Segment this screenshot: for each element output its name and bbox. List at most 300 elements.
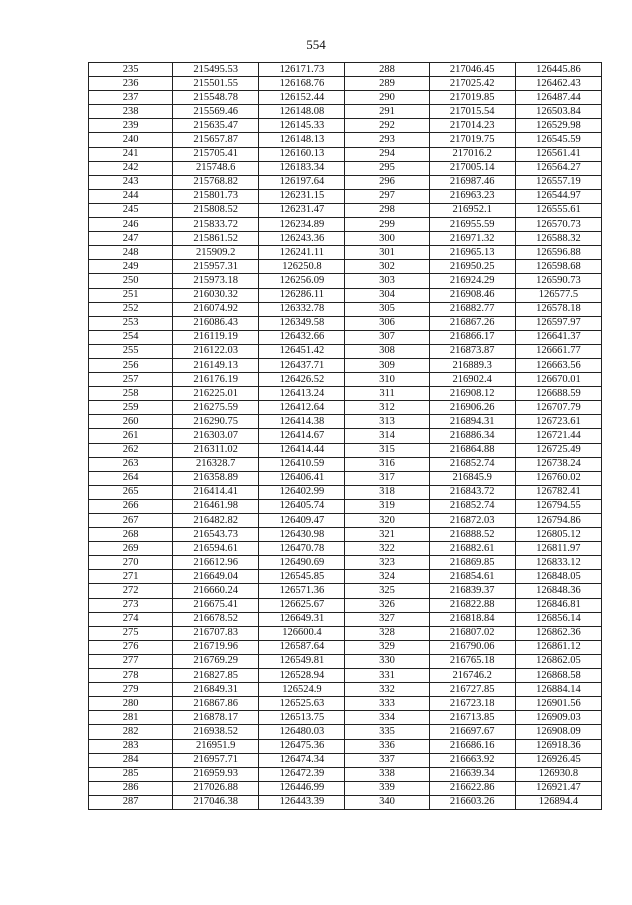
y-coordinate-cell: 126918.36 [515, 739, 601, 753]
point-number-cell: 283 [89, 739, 173, 753]
table-row [89, 175, 602, 189]
y-coordinate-cell: 126868.58 [515, 669, 601, 683]
x-coordinate-cell: 216845.9 [429, 471, 515, 485]
point-number-cell: 318 [345, 485, 429, 499]
y-coordinate-cell: 126525.63 [259, 697, 345, 711]
point-number-cell: 298 [345, 203, 429, 217]
x-coordinate-cell: 216965.13 [429, 246, 515, 260]
x-coordinate-cell: 216959.93 [173, 767, 259, 781]
point-number-cell: 316 [345, 457, 429, 471]
y-coordinate-cell: 126148.08 [259, 105, 345, 119]
y-coordinate-cell: 126884.14 [515, 683, 601, 697]
point-number-cell: 338 [345, 767, 429, 781]
point-number-cell: 326 [345, 598, 429, 612]
y-coordinate-cell: 126862.05 [515, 654, 601, 668]
y-coordinate-cell: 126557.19 [515, 175, 601, 189]
y-coordinate-cell: 126738.24 [515, 457, 601, 471]
point-number-cell: 262 [89, 443, 173, 457]
point-number-cell: 271 [89, 570, 173, 584]
coordinates-table [88, 62, 602, 810]
y-coordinate-cell: 126930.8 [515, 767, 601, 781]
x-coordinate-cell: 216482.82 [173, 514, 259, 528]
point-number-cell: 248 [89, 246, 173, 260]
point-number-cell: 304 [345, 288, 429, 302]
y-coordinate-cell: 126145.33 [259, 119, 345, 133]
page-number: 554 [306, 37, 326, 52]
table-row [89, 514, 602, 528]
y-coordinate-cell: 126600.4 [259, 626, 345, 640]
y-coordinate-cell: 126412.64 [259, 401, 345, 415]
point-number-cell: 311 [345, 387, 429, 401]
table-row [89, 288, 602, 302]
y-coordinate-cell: 126725.49 [515, 443, 601, 457]
point-number-cell: 332 [345, 683, 429, 697]
point-number-cell: 339 [345, 781, 429, 795]
y-coordinate-cell: 126286.11 [259, 288, 345, 302]
y-coordinate-cell: 126625.67 [259, 598, 345, 612]
table-row [89, 669, 602, 683]
point-number-cell: 276 [89, 640, 173, 654]
x-coordinate-cell: 216889.3 [429, 358, 515, 372]
x-coordinate-cell: 215909.2 [173, 246, 259, 260]
table-row [89, 189, 602, 203]
x-coordinate-cell: 216713.85 [429, 711, 515, 725]
point-number-cell: 270 [89, 556, 173, 570]
y-coordinate-cell: 126549.81 [259, 654, 345, 668]
x-coordinate-cell: 217016.2 [429, 147, 515, 161]
x-coordinate-cell: 215801.73 [173, 189, 259, 203]
y-coordinate-cell: 126782.41 [515, 485, 601, 499]
point-number-cell: 328 [345, 626, 429, 640]
point-number-cell: 287 [89, 795, 173, 809]
point-number-cell: 255 [89, 344, 173, 358]
x-coordinate-cell: 216873.87 [429, 344, 515, 358]
point-number-cell: 235 [89, 63, 173, 77]
point-number-cell: 320 [345, 514, 429, 528]
point-number-cell: 294 [345, 147, 429, 161]
point-number-cell: 310 [345, 373, 429, 387]
x-coordinate-cell: 216908.12 [429, 387, 515, 401]
table-row [89, 302, 602, 316]
table-row [89, 429, 602, 443]
table-row [89, 795, 602, 809]
y-coordinate-cell: 126571.36 [259, 584, 345, 598]
table-row [89, 711, 602, 725]
point-number-cell: 266 [89, 499, 173, 513]
point-number-cell: 241 [89, 147, 173, 161]
x-coordinate-cell: 216854.61 [429, 570, 515, 584]
point-number-cell: 300 [345, 232, 429, 246]
y-coordinate-cell: 126909.03 [515, 711, 601, 725]
y-coordinate-cell: 126437.71 [259, 358, 345, 372]
y-coordinate-cell: 126490.69 [259, 556, 345, 570]
x-coordinate-cell: 216030.32 [173, 288, 259, 302]
x-coordinate-cell: 216414.41 [173, 485, 259, 499]
y-coordinate-cell: 126570.73 [515, 218, 601, 232]
x-coordinate-cell: 216290.75 [173, 415, 259, 429]
point-number-cell: 299 [345, 218, 429, 232]
x-coordinate-cell: 216839.37 [429, 584, 515, 598]
x-coordinate-cell: 215957.31 [173, 260, 259, 274]
x-coordinate-cell: 216906.26 [429, 401, 515, 415]
point-number-cell: 240 [89, 133, 173, 147]
y-coordinate-cell: 126241.11 [259, 246, 345, 260]
point-number-cell: 264 [89, 471, 173, 485]
point-number-cell: 330 [345, 654, 429, 668]
y-coordinate-cell: 126649.31 [259, 612, 345, 626]
y-coordinate-cell: 126480.03 [259, 725, 345, 739]
y-coordinate-cell: 126926.45 [515, 753, 601, 767]
y-coordinate-cell: 126231.47 [259, 203, 345, 217]
table-row [89, 218, 602, 232]
x-coordinate-cell: 216225.01 [173, 387, 259, 401]
y-coordinate-cell: 126160.13 [259, 147, 345, 161]
y-coordinate-cell: 126529.98 [515, 119, 601, 133]
x-coordinate-cell: 216176.19 [173, 373, 259, 387]
y-coordinate-cell: 126487.44 [515, 91, 601, 105]
x-coordinate-cell: 216894.31 [429, 415, 515, 429]
y-coordinate-cell: 126597.97 [515, 316, 601, 330]
x-coordinate-cell: 217046.38 [173, 795, 259, 809]
table-row [89, 697, 602, 711]
x-coordinate-cell: 215501.55 [173, 77, 259, 91]
point-number-cell: 292 [345, 119, 429, 133]
point-number-cell: 265 [89, 485, 173, 499]
y-coordinate-cell: 126577.5 [515, 288, 601, 302]
y-coordinate-cell: 126243.36 [259, 232, 345, 246]
y-coordinate-cell: 126794.86 [515, 514, 601, 528]
y-coordinate-cell: 126663.56 [515, 358, 601, 372]
x-coordinate-cell: 216303.07 [173, 429, 259, 443]
point-number-cell: 305 [345, 302, 429, 316]
y-coordinate-cell: 126528.94 [259, 669, 345, 683]
x-coordinate-cell: 217014.23 [429, 119, 515, 133]
x-coordinate-cell: 217025.42 [429, 77, 515, 91]
y-coordinate-cell: 126908.09 [515, 725, 601, 739]
x-coordinate-cell: 216086.43 [173, 316, 259, 330]
y-coordinate-cell: 126445.86 [515, 63, 601, 77]
point-number-cell: 317 [345, 471, 429, 485]
table-row [89, 147, 602, 161]
x-coordinate-cell: 215705.41 [173, 147, 259, 161]
y-coordinate-cell: 126503.84 [515, 105, 601, 119]
y-coordinate-cell: 126846.81 [515, 598, 601, 612]
x-coordinate-cell: 215548.78 [173, 91, 259, 105]
y-coordinate-cell: 126168.76 [259, 77, 345, 91]
table-row [89, 556, 602, 570]
y-coordinate-cell: 126596.88 [515, 246, 601, 260]
y-coordinate-cell: 126470.78 [259, 542, 345, 556]
table-row [89, 683, 602, 697]
point-number-cell: 249 [89, 260, 173, 274]
x-coordinate-cell: 215861.52 [173, 232, 259, 246]
point-number-cell: 280 [89, 697, 173, 711]
y-coordinate-cell: 126234.89 [259, 218, 345, 232]
point-number-cell: 272 [89, 584, 173, 598]
x-coordinate-cell: 216924.29 [429, 274, 515, 288]
point-number-cell: 278 [89, 669, 173, 683]
y-coordinate-cell: 126426.52 [259, 373, 345, 387]
point-number-cell: 258 [89, 387, 173, 401]
y-coordinate-cell: 126811.97 [515, 542, 601, 556]
table-row [89, 77, 602, 91]
y-coordinate-cell: 126413.24 [259, 387, 345, 401]
table-row [89, 767, 602, 781]
table-row [89, 781, 602, 795]
x-coordinate-cell: 216622.86 [429, 781, 515, 795]
x-coordinate-cell: 216707.83 [173, 626, 259, 640]
point-number-cell: 306 [345, 316, 429, 330]
x-coordinate-cell: 216888.52 [429, 528, 515, 542]
point-number-cell: 244 [89, 189, 173, 203]
y-coordinate-cell: 126231.15 [259, 189, 345, 203]
y-coordinate-cell: 126598.68 [515, 260, 601, 274]
table-row [89, 358, 602, 372]
point-number-cell: 263 [89, 457, 173, 471]
point-number-cell: 319 [345, 499, 429, 513]
y-coordinate-cell: 126332.78 [259, 302, 345, 316]
table-row [89, 330, 602, 344]
table-row [89, 415, 602, 429]
point-number-cell: 239 [89, 119, 173, 133]
x-coordinate-cell: 216746.2 [429, 669, 515, 683]
y-coordinate-cell: 126256.09 [259, 274, 345, 288]
table-row [89, 739, 602, 753]
x-coordinate-cell: 216697.67 [429, 725, 515, 739]
point-number-cell: 243 [89, 175, 173, 189]
point-number-cell: 261 [89, 429, 173, 443]
point-number-cell: 336 [345, 739, 429, 753]
x-coordinate-cell: 216663.92 [429, 753, 515, 767]
x-coordinate-cell: 216950.25 [429, 260, 515, 274]
x-coordinate-cell: 216963.23 [429, 189, 515, 203]
y-coordinate-cell: 126152.44 [259, 91, 345, 105]
x-coordinate-cell: 216649.04 [173, 570, 259, 584]
point-number-cell: 296 [345, 175, 429, 189]
y-coordinate-cell: 126462.43 [515, 77, 601, 91]
point-number-cell: 291 [345, 105, 429, 119]
x-coordinate-cell: 216908.46 [429, 288, 515, 302]
x-coordinate-cell: 216971.32 [429, 232, 515, 246]
x-coordinate-cell: 216951.9 [173, 739, 259, 753]
point-number-cell: 284 [89, 753, 173, 767]
table-row [89, 232, 602, 246]
x-coordinate-cell: 216843.72 [429, 485, 515, 499]
x-coordinate-cell: 216594.61 [173, 542, 259, 556]
y-coordinate-cell: 126721.44 [515, 429, 601, 443]
point-number-cell: 236 [89, 77, 173, 91]
y-coordinate-cell: 126402.99 [259, 485, 345, 499]
table-row [89, 485, 602, 499]
table-row [89, 119, 602, 133]
point-number-cell: 334 [345, 711, 429, 725]
y-coordinate-cell: 126446.99 [259, 781, 345, 795]
x-coordinate-cell: 216955.59 [429, 218, 515, 232]
x-coordinate-cell: 217026.88 [173, 781, 259, 795]
x-coordinate-cell: 216886.34 [429, 429, 515, 443]
table-row [89, 499, 602, 513]
point-number-cell: 245 [89, 203, 173, 217]
table-row [89, 457, 602, 471]
y-coordinate-cell: 126474.34 [259, 753, 345, 767]
y-coordinate-cell: 126587.64 [259, 640, 345, 654]
point-number-cell: 253 [89, 316, 173, 330]
x-coordinate-cell: 216867.86 [173, 697, 259, 711]
table-row [89, 161, 602, 175]
point-number-cell: 293 [345, 133, 429, 147]
table-row [89, 640, 602, 654]
table-row [89, 443, 602, 457]
x-coordinate-cell: 216952.1 [429, 203, 515, 217]
point-number-cell: 313 [345, 415, 429, 429]
table-row [89, 373, 602, 387]
point-number-cell: 314 [345, 429, 429, 443]
x-coordinate-cell: 216807.02 [429, 626, 515, 640]
x-coordinate-cell: 216852.74 [429, 499, 515, 513]
x-coordinate-cell: 216461.98 [173, 499, 259, 513]
table-row [89, 133, 602, 147]
x-coordinate-cell: 216987.46 [429, 175, 515, 189]
x-coordinate-cell: 216311.02 [173, 443, 259, 457]
point-number-cell: 277 [89, 654, 173, 668]
table-row [89, 246, 602, 260]
x-coordinate-cell: 215569.46 [173, 105, 259, 119]
point-number-cell: 285 [89, 767, 173, 781]
point-number-cell: 308 [345, 344, 429, 358]
point-number-cell: 312 [345, 401, 429, 415]
table-row [89, 542, 602, 556]
y-coordinate-cell: 126432.66 [259, 330, 345, 344]
x-coordinate-cell: 215748.6 [173, 161, 259, 175]
x-coordinate-cell: 216849.31 [173, 683, 259, 697]
y-coordinate-cell: 126794.55 [515, 499, 601, 513]
x-coordinate-cell: 216769.29 [173, 654, 259, 668]
x-coordinate-cell: 216122.03 [173, 344, 259, 358]
x-coordinate-cell: 216723.18 [429, 697, 515, 711]
x-coordinate-cell: 216869.85 [429, 556, 515, 570]
x-coordinate-cell: 216612.96 [173, 556, 259, 570]
point-number-cell: 273 [89, 598, 173, 612]
x-coordinate-cell: 216957.71 [173, 753, 259, 767]
table-row [89, 626, 602, 640]
y-coordinate-cell: 126545.85 [259, 570, 345, 584]
y-coordinate-cell: 126524.9 [259, 683, 345, 697]
x-coordinate-cell: 216149.13 [173, 358, 259, 372]
x-coordinate-cell: 217015.54 [429, 105, 515, 119]
x-coordinate-cell: 216719.96 [173, 640, 259, 654]
point-number-cell: 281 [89, 711, 173, 725]
x-coordinate-cell: 216938.52 [173, 725, 259, 739]
y-coordinate-cell: 126561.41 [515, 147, 601, 161]
y-coordinate-cell: 126661.77 [515, 344, 601, 358]
x-coordinate-cell: 216852.74 [429, 457, 515, 471]
x-coordinate-cell: 215768.82 [173, 175, 259, 189]
y-coordinate-cell: 126856.14 [515, 612, 601, 626]
x-coordinate-cell: 216864.88 [429, 443, 515, 457]
y-coordinate-cell: 126414.44 [259, 443, 345, 457]
y-coordinate-cell: 126451.42 [259, 344, 345, 358]
x-coordinate-cell: 217019.85 [429, 91, 515, 105]
point-number-cell: 322 [345, 542, 429, 556]
table-row [89, 725, 602, 739]
point-number-cell: 307 [345, 330, 429, 344]
y-coordinate-cell: 126805.12 [515, 528, 601, 542]
y-coordinate-cell: 126545.59 [515, 133, 601, 147]
point-number-cell: 268 [89, 528, 173, 542]
y-coordinate-cell: 126901.56 [515, 697, 601, 711]
point-number-cell: 274 [89, 612, 173, 626]
table-row [89, 584, 602, 598]
x-coordinate-cell: 216882.61 [429, 542, 515, 556]
x-coordinate-cell: 217046.45 [429, 63, 515, 77]
y-coordinate-cell: 126707.79 [515, 401, 601, 415]
x-coordinate-cell: 216822.88 [429, 598, 515, 612]
table-row [89, 387, 602, 401]
y-coordinate-cell: 126443.39 [259, 795, 345, 809]
x-coordinate-cell: 216686.16 [429, 739, 515, 753]
y-coordinate-cell: 126641.37 [515, 330, 601, 344]
y-coordinate-cell: 126921.47 [515, 781, 601, 795]
y-coordinate-cell: 126171.73 [259, 63, 345, 77]
point-number-cell: 282 [89, 725, 173, 739]
y-coordinate-cell: 126564.27 [515, 161, 601, 175]
y-coordinate-cell: 126513.75 [259, 711, 345, 725]
x-coordinate-cell: 216882.77 [429, 302, 515, 316]
y-coordinate-cell: 126148.13 [259, 133, 345, 147]
x-coordinate-cell: 216678.52 [173, 612, 259, 626]
y-coordinate-cell: 126406.41 [259, 471, 345, 485]
point-number-cell: 335 [345, 725, 429, 739]
x-coordinate-cell: 216866.17 [429, 330, 515, 344]
table-row [89, 753, 602, 767]
table-row [89, 91, 602, 105]
point-number-cell: 309 [345, 358, 429, 372]
x-coordinate-cell: 215833.72 [173, 218, 259, 232]
point-number-cell: 333 [345, 697, 429, 711]
point-number-cell: 303 [345, 274, 429, 288]
point-number-cell: 279 [89, 683, 173, 697]
x-coordinate-cell: 216878.17 [173, 711, 259, 725]
point-number-cell: 250 [89, 274, 173, 288]
x-coordinate-cell: 216074.92 [173, 302, 259, 316]
y-coordinate-cell: 126349.58 [259, 316, 345, 330]
point-number-cell: 321 [345, 528, 429, 542]
x-coordinate-cell: 216867.26 [429, 316, 515, 330]
table-row [89, 274, 602, 288]
point-number-cell: 242 [89, 161, 173, 175]
x-coordinate-cell: 215657.87 [173, 133, 259, 147]
y-coordinate-cell: 126414.67 [259, 429, 345, 443]
y-coordinate-cell: 126894.4 [515, 795, 601, 809]
x-coordinate-cell: 216765.18 [429, 654, 515, 668]
point-number-cell: 286 [89, 781, 173, 795]
y-coordinate-cell: 126544.97 [515, 189, 601, 203]
x-coordinate-cell: 216543.73 [173, 528, 259, 542]
point-number-cell: 325 [345, 584, 429, 598]
point-number-cell: 302 [345, 260, 429, 274]
x-coordinate-cell: 216790.06 [429, 640, 515, 654]
table-row [89, 401, 602, 415]
point-number-cell: 257 [89, 373, 173, 387]
x-coordinate-cell: 216660.24 [173, 584, 259, 598]
x-coordinate-cell: 216358.89 [173, 471, 259, 485]
y-coordinate-cell: 126405.74 [259, 499, 345, 513]
y-coordinate-cell: 126723.61 [515, 415, 601, 429]
point-number-cell: 237 [89, 91, 173, 105]
x-coordinate-cell: 216603.26 [429, 795, 515, 809]
point-number-cell: 260 [89, 415, 173, 429]
y-coordinate-cell: 126197.64 [259, 175, 345, 189]
